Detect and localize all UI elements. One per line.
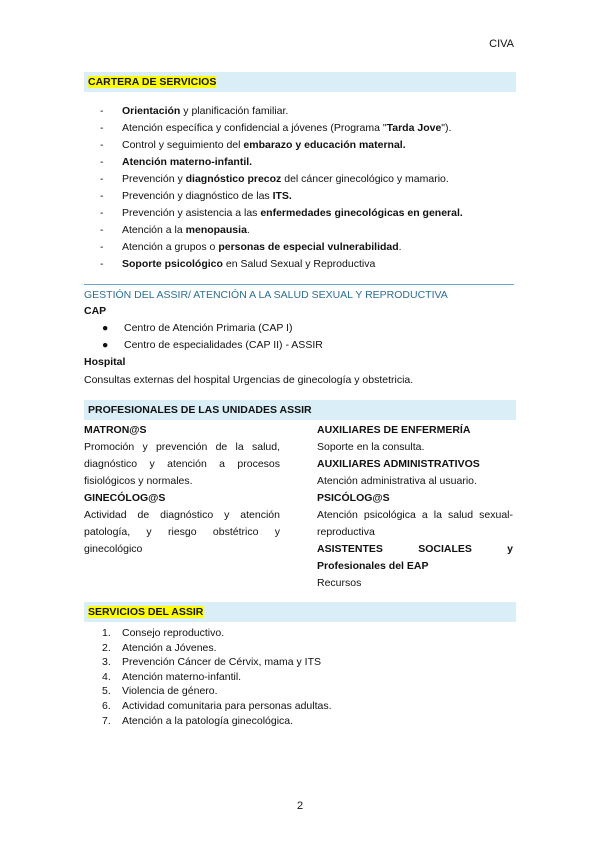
- gestion-title: GESTIÓN DEL ASSIR/ ATENCIÓN A LA SALUD SEXUAL Y REPRODUCTIVA: [84, 284, 514, 301]
- list-item: - Control y seguimiento del embarazo y educación maternal.: [100, 139, 406, 151]
- list-item: - Atención específica y confidencial a jóvenes (Programa "Tarda Jove").: [100, 122, 452, 134]
- list-item: - Prevención y asistencia a las enfermedades ginecológicas en general.: [100, 207, 463, 219]
- list-item: - Atención materno-infantil.: [100, 156, 253, 168]
- asist-title: ASISTENTES SOCIALES y Profesionales del EAP: [317, 543, 513, 572]
- servicios-title-text: SERVICIOS DEL ASSIR: [88, 606, 204, 618]
- right-column: [317, 422, 513, 592]
- cartera-title-text: CARTERA DE SERVICIOS: [88, 76, 217, 88]
- profesionales-title: PROFESIONALES DE LAS UNIDADES ASSIR: [88, 404, 312, 416]
- list-item: - Prevención y diagnóstico precoz del cáncer ginecológico y mamario.: [100, 173, 449, 185]
- header-label: CIVA: [489, 38, 514, 50]
- list-item: - Orientación y planificación familiar.: [100, 105, 289, 117]
- matron-title: MATRON@S: [84, 424, 147, 436]
- page-number: 2: [296, 800, 304, 812]
- asist-text: Recursos: [317, 577, 362, 589]
- list-item: 2. Atención a Jóvenes.: [102, 641, 217, 654]
- aux-adm-text: Atención administrativa al usuario.: [317, 475, 477, 487]
- aux-enf-text: Soporte en la consulta.: [317, 441, 425, 453]
- servicios-list: [102, 626, 332, 728]
- psico-text: Atención psicológica a la salud sexual-reproductiva: [317, 509, 513, 538]
- hospital-text: Consultas externas del hospital Urgencias de ginecología y obstetricia.: [84, 374, 414, 386]
- servicios-title: [88, 606, 203, 618]
- gine-title: GINECÓLOG@S: [84, 492, 166, 504]
- psico-title: PSICÓLOG@S: [317, 492, 390, 504]
- hospital-label: Hospital: [84, 356, 126, 368]
- aux-enf-title: AUXILIARES DE ENFERMERÍA: [317, 424, 471, 436]
- cap-item: ● Centro de Atención Primaria (CAP I): [102, 322, 293, 334]
- cartera-list: [100, 103, 463, 273]
- list-item: 4. Atención materno-infantil.: [102, 670, 242, 683]
- list-item: - Atención a la menopausia.: [100, 224, 250, 236]
- list-item: - Prevención y diagnóstico de las ITS.: [100, 190, 292, 202]
- list-item: 1. Consejo reproductivo.: [102, 627, 225, 639]
- cap-item: ● Centro de especialidades (CAP II) - ASSIR: [102, 339, 323, 351]
- cartera-title: [88, 76, 216, 88]
- list-item: - Atención a grupos o personas de especial vulnerabilidad.: [100, 241, 402, 253]
- matron-text: Promoción y prevención de la salud, diagnóstico y atención a procesos fisiológicos y normales.: [84, 441, 280, 487]
- list-item: 3. Prevención Cáncer de Cérvix, mama y ITS: [102, 656, 321, 669]
- cap-label: CAP: [84, 305, 107, 317]
- list-item: - Soporte psicológico en Salud Sexual y Reproductiva: [100, 258, 376, 270]
- aux-adm-title: AUXILIARES ADMINISTRATIVOS: [317, 458, 480, 470]
- list-item: 7. Atención a la patología ginecológica.: [102, 714, 294, 727]
- gine-text: Actividad de diagnóstico y atención patología, y riesgo obstétrico y ginecológico: [84, 509, 280, 555]
- list-item: 6. Actividad comunitaria para personas adultas.: [102, 699, 332, 712]
- left-column: [84, 422, 280, 558]
- list-item: 5. Violencia de género.: [102, 685, 218, 698]
